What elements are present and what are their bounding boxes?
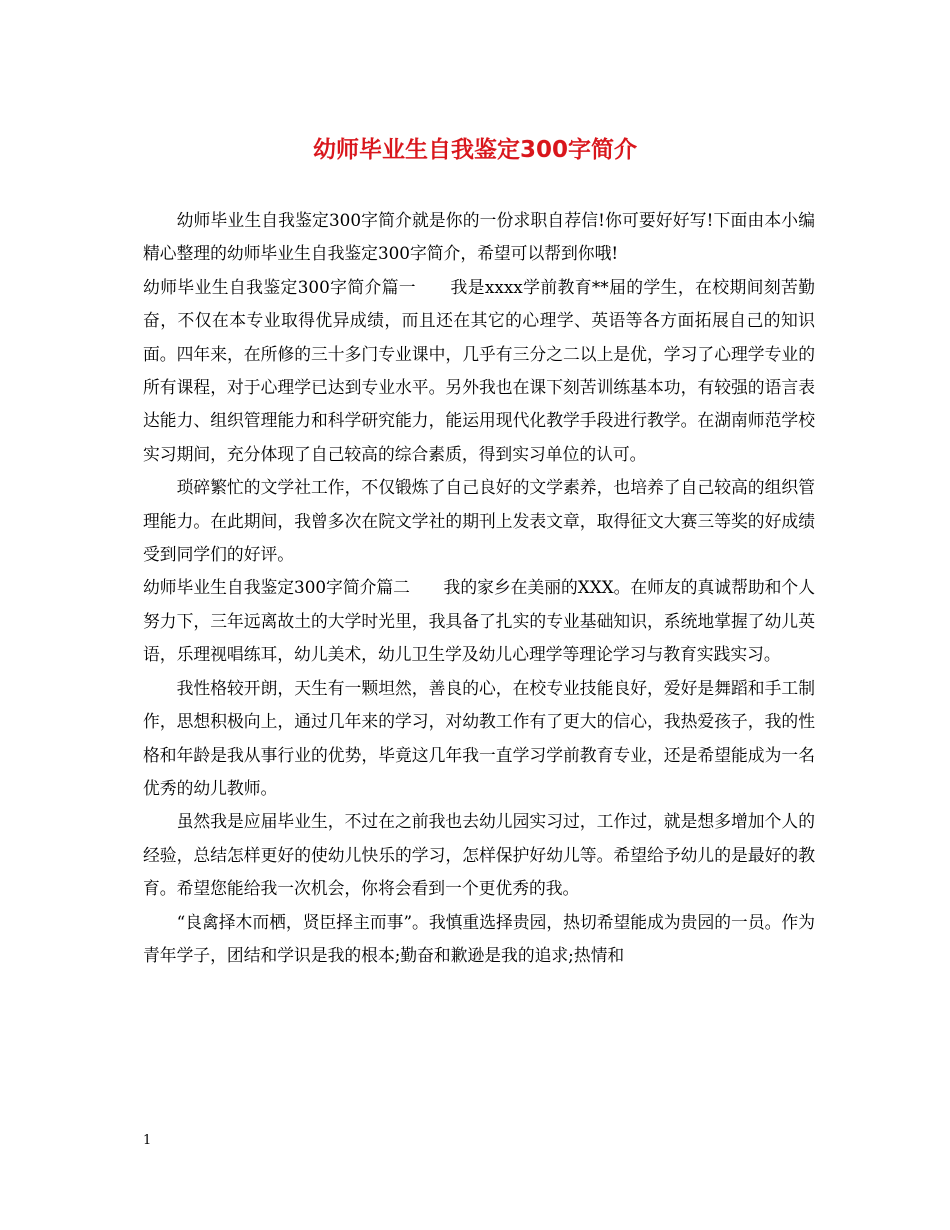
paragraph-intro: 幼师毕业生自我鉴定300字简介就是你的一份求职自荐信!你可要好好写!下面由本小编精心整理的幼师毕业生自我鉴定300字简介，希望可以帮到你哦! [143, 210, 815, 264]
document-body [143, 204, 815, 972]
paragraph-closing: “良禽择木而栖，贤臣择主而事”。我慎重选择贵园，热切希望能成为贵园的一员。作为青年学子，团结和学识是我的根本;勤奋和歉逊是我的追求;热情和 [143, 911, 815, 965]
paragraph-personality: 我性格较开朗，天生有一颗坦然，善良的心，在校专业技能良好，爱好是舞蹈和手工制作，思想积极向上，通过几年来的学习，对幼教工作有了更大的信心，我热爱孩子，我的性格和年龄是我从事行业的优势，毕竟这几年我一直学习学前教育专业，还是希望能成为一名优秀的幼儿教师。 [143, 677, 815, 798]
paragraph-part-one: 幼师毕业生自我鉴定300字简介篇一 我是xxxx学前教育**届的学生，在校期间刻苦勤奋，不仅在本专业取得优异成绩，而且还在其它的心理学、英语等各方面拓展自己的知识面。四年来，在所修的三十多门专业课中，几乎有三分之二以上是优，学习了心理学专业的所有课程，对于心理学已达到专业水平。另外我也在课下刻苦训练基本功，有较强的语言表达能力、组织管理能力和科学研究能力，能运用现代化教学手段进行教学。在湖南师范学校实习期间，充分体现了自己较高的综合素质，得到实习单位的认可。 [143, 276, 815, 464]
paragraph-experience: 虽然我是应届毕业生，不过在之前我也去幼儿园实习过，工作过，就是想多增加个人的经验，总结怎样更好的使幼儿快乐的学习，怎样保护好幼儿等。希望给予幼儿的是最好的教育。希望您能给我一次机会，你将会看到一个更优秀的我。 [143, 811, 815, 899]
paragraph-literary-club: 琐碎繁忙的文学社工作，不仅锻炼了自己良好的文学素养，也培养了自己较高的组织管理能力。在此期间，我曾多次在院文学社的期刊上发表文章，取得征文大赛三等奖的好成绩受到同学们的好评。 [143, 477, 815, 565]
page-number: 1 [143, 1133, 152, 1148]
document-title: 幼师毕业生自我鉴定300字简介 [312, 137, 637, 163]
paragraph-part-two: 幼师毕业生自我鉴定300字简介篇二 我的家乡在美丽的XXX。在师友的真诚帮助和个人努力下，三年远离故土的大学时光里，我具备了扎实的专业基础知识，系统地掌握了幼儿英语，乐理视唱练耳，幼儿美术，幼儿卫生学及幼儿心理学等理论学习与教育实践实习。 [143, 577, 815, 665]
